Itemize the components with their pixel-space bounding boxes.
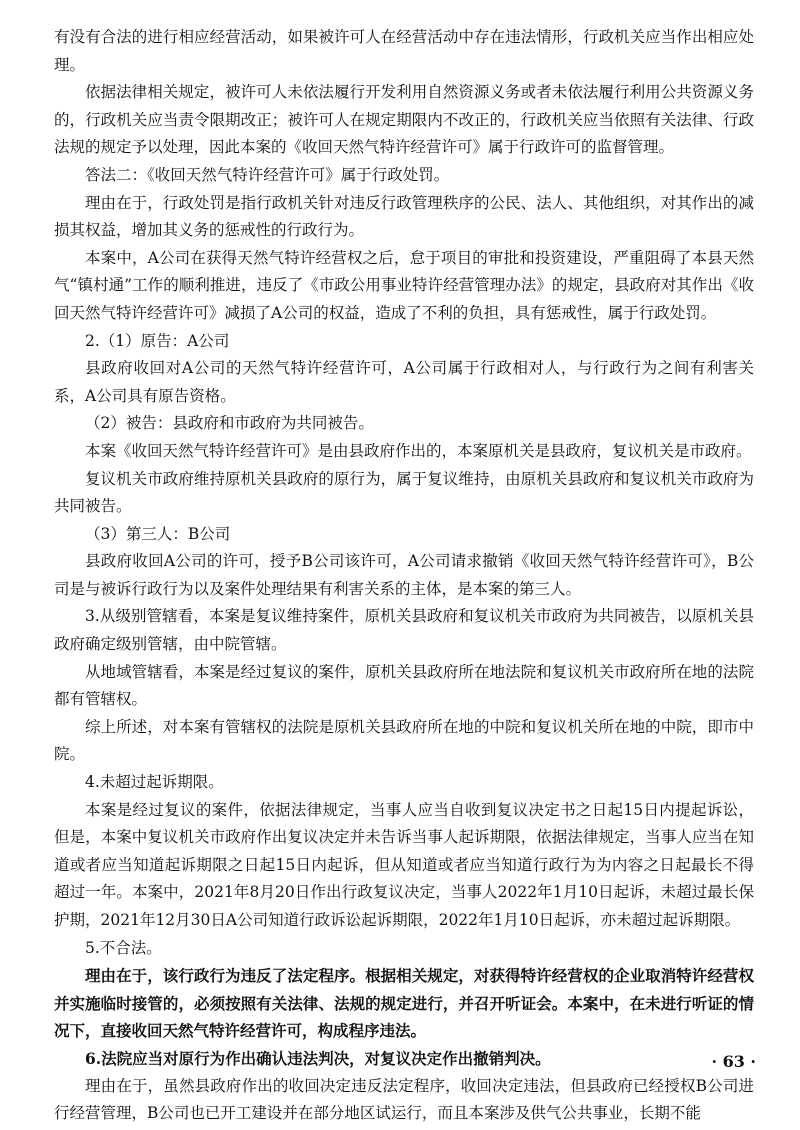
paragraph: 综上所述，对本案有管辖权的法院是原机关县政府所在地的中院和复议机关所在地的中院，即市中院。 [54,717,754,764]
paragraph: （2）被告：县政府和市政府为共同被告。 [85,414,374,433]
paragraph: 本案中，A公司在获得天然气特许经营权之后，怠于项目的审批和投资建设，严重阻碍了本县天然气“镇村通”工作的顺利推进，违反了《市政公用事业特许经营管理办法》的规定，县政府对其作出《收回天然气特许经营许可》减损了A公司的权益，造成了不利的负担，具有惩戒性，属于行政处罚。 [54,248,754,322]
paragraph: 理由在于，该行政行为违反了法定程序。根据相关规定，对获得特许经营权的企业取消特许经营权并实施临时接管的，必须按照有关法律、法规的规定进行，并召开听证会。本案中，在未进行听证的情况下，直接收回天然气特许经营许可，构成程序违法。 [54,966,754,1041]
paragraph: 答法二：《收回天然气特许经营许可》属于行政处罚。 [85,165,450,184]
paragraph: 本案《收回天然气特许经营许可》是由县政府作出的，本案原机关是县政府，复议机关是市政府。 [85,441,752,460]
paragraph: 2.（1）原告：A公司 [85,331,230,350]
paragraph: 理由在于，虽然县政府作出的收回决定违反法定程序，收回决定违法，但县政府已经授权B公司进行经营管理，B公司也已开工建设并在部分地区试运行，而且本案涉及供气公共事业，长期不能 [54,1076,754,1123]
paragraph: 6.法院应当对原行为作出确认违法判决，对复议决定作出撤销判决。 [85,1048,551,1068]
paragraph: 5.不合法。 [85,938,162,957]
page-number: · 63 · [711,1052,756,1071]
paragraph: （3）第三人：B公司 [85,524,231,543]
paragraph: 复议机关市政府维持原机关县政府的原行为，属于复议维持，由原机关县政府和复议机关市政府为共同被告。 [54,469,754,516]
paragraph: 本案是经过复议的案件，依据法律规定，当事人应当自收到复议决定书之日起15日内提起诉讼，但是，本案中复议机关市政府作出复议决定并未告诉当事人起诉期限，依据法律规定，当事人应当在知道或者应当知道起诉期限之日起15日内起诉，但从知道或者应当知道行政行为为内容之日起最长不得超过一年。本案中，2021年8月20日作出行政复议决定，当事人2022年1月10日起诉，未超过最长保护期，2021年12月30日A公司知道行政诉讼起诉期限，2022年1月10日起诉，亦未超过起诉期限。 [54,800,754,929]
paragraph: 依据法律相关规定，被许可人未依法履行开发利用自然资源义务或者未依法履行利用公共资源义务的，行政机关应当责令限期改正；被许可人在规定期限内不改正的，行政机关应当依照有关法律、行政法规的规定予以处理，因此本案的《收回天然气特许经营许可》属于行政许可的监督管理。 [54,83,754,157]
document-body [54,24,754,1128]
paragraph: 3.从级别管辖看，本案是复议维持案件，原机关县政府和复议机关市政府为共同被告，以原机关县政府确定级别管辖，由中院管辖。 [54,607,754,654]
paragraph: 理由在于，行政处罚是指行政机关针对违反行政管理秩序的公民、法人、其他组织，对其作出的减损其权益，增加其义务的惩戒性的行政行为。 [54,193,754,240]
paragraph: 从地域管辖看，本案是经过复议的案件，原机关县政府所在地法院和复议机关市政府所在地的法院都有管辖权。 [54,662,754,709]
paragraph: 4.未超过起诉期限。 [85,773,224,792]
paragraph: 县政府收回对A公司的天然气特许经营许可，A公司属于行政相对人，与行政行为之间有利害关系，A公司具有原告资格。 [54,359,754,405]
paragraph: 有没有合法的进行相应经营活动，如果被许可人在经营活动中存在违法情形，行政机关应当作出相应处理。 [54,28,754,74]
paragraph: 县政府收回A公司的许可，授予B公司该许可，A公司请求撤销《收回天然气特许经营许可》，B公司是与被诉行政行为以及案件处理结果有利害关系的主体，是本案的第三人。 [54,552,754,598]
